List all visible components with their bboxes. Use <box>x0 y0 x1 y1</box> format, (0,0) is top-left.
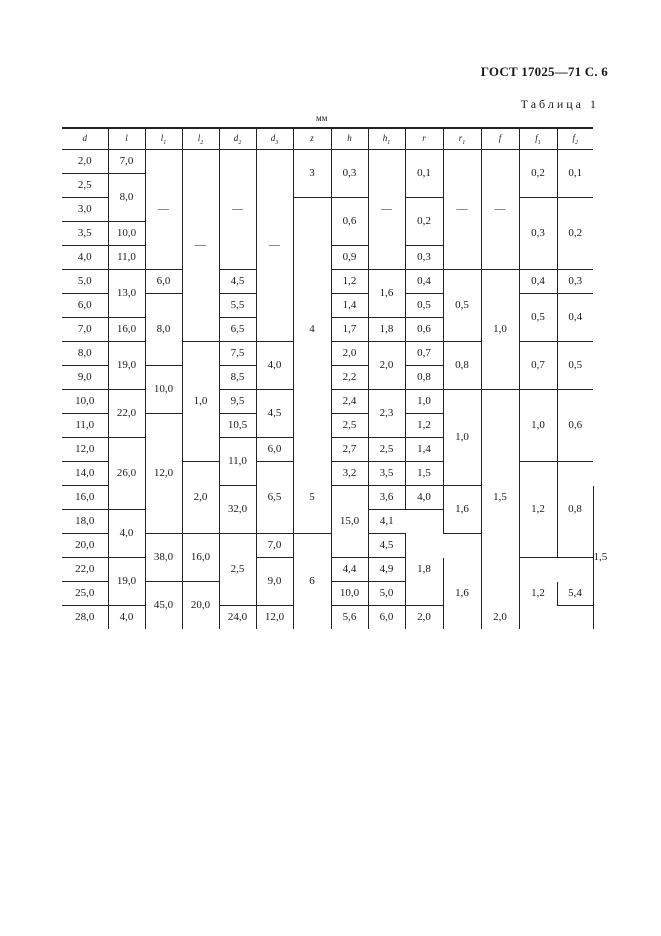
cell: 1,8 <box>405 534 443 606</box>
cell: — <box>481 150 519 270</box>
cell: 26,0 <box>108 438 145 510</box>
cell: 2,0 <box>62 150 108 174</box>
cell: 1,6 <box>368 270 405 318</box>
cell: 0,3 <box>519 198 557 270</box>
cell: 3,6 <box>368 486 405 510</box>
col-header: f <box>481 128 519 150</box>
col-header: $l_1$ <box>145 128 182 150</box>
col-header: $h_1$ <box>368 128 405 150</box>
cell: 0,7 <box>519 342 557 390</box>
cell: 3,5 <box>62 222 108 246</box>
cell: 2,0 <box>331 342 368 366</box>
col-header: $f_2$ <box>557 128 593 150</box>
cell: 0,6 <box>405 318 443 342</box>
col-header: h <box>331 128 368 150</box>
cell: 14,0 <box>62 462 108 486</box>
cell: 10,0 <box>331 582 368 606</box>
cell: — <box>219 150 256 270</box>
cell: 2,5 <box>219 534 256 606</box>
cell: 6,0 <box>145 270 182 294</box>
cell: 15,0 <box>331 486 368 558</box>
cell: 16,0 <box>62 486 108 510</box>
cell: 0,4 <box>405 270 443 294</box>
cell: 16,0 <box>108 318 145 342</box>
cell: 1,2 <box>331 270 368 294</box>
cell: 8,0 <box>145 294 182 366</box>
cell: 8,0 <box>108 174 145 222</box>
page-header: ГОСТ 17025—71 С. 6 <box>480 64 608 79</box>
cell: 0,1 <box>405 150 443 198</box>
cell: 0,8 <box>443 342 481 390</box>
cell: 1,4 <box>331 294 368 318</box>
cell: 1,7 <box>331 318 368 342</box>
cell: 4,0 <box>256 342 293 390</box>
cell: 16,0 <box>182 534 219 582</box>
table-row <box>62 558 599 582</box>
cell: 1,2 <box>405 414 443 438</box>
cell: 0,5 <box>405 294 443 318</box>
cell: 0,8 <box>557 462 593 558</box>
table-row <box>62 606 599 630</box>
cell: 6 <box>293 534 331 630</box>
cell: 10,0 <box>108 222 145 246</box>
cell: 1,5 <box>593 486 599 630</box>
cell: 1,0 <box>405 390 443 414</box>
cell: 10,0 <box>145 366 182 414</box>
cell: 6,0 <box>256 438 293 462</box>
table-row <box>62 390 599 414</box>
cell: 2,4 <box>331 390 368 414</box>
cell: 4,0 <box>108 606 145 630</box>
cell: 2,3 <box>368 390 405 438</box>
cell: 1,4 <box>405 438 443 462</box>
table-row <box>62 270 599 294</box>
cell: 0,5 <box>443 270 481 342</box>
cell: — <box>145 150 182 270</box>
cell: 12,0 <box>145 414 182 534</box>
cell: 4,5 <box>256 390 293 438</box>
cell: 11,0 <box>108 246 145 270</box>
col-header: $l_2$ <box>182 128 219 150</box>
dimensions-table <box>62 127 608 629</box>
table-row <box>62 150 599 174</box>
cell: 1,0 <box>481 270 519 390</box>
cell: 4,5 <box>219 270 256 294</box>
col-header: $f_1$ <box>519 128 557 150</box>
cell: 5,4 <box>557 582 593 606</box>
col-header: z <box>293 128 331 150</box>
cell: 1,8 <box>368 318 405 342</box>
cell: 19,0 <box>108 558 145 606</box>
cell: 0,2 <box>557 198 593 270</box>
cell: 32,0 <box>219 486 256 534</box>
cell: 9,5 <box>219 390 256 414</box>
cell: 28,0 <box>75 611 95 623</box>
header-row <box>62 128 599 150</box>
cell: 19,0 <box>108 342 145 390</box>
cell: 25,0 <box>62 582 108 606</box>
cell: 4,9 <box>368 558 405 582</box>
cell: 9,0 <box>62 366 108 390</box>
cell: 2,5 <box>331 414 368 438</box>
cell: 4,1 <box>368 510 405 534</box>
cell: 6,0 <box>62 294 108 318</box>
cell: 2,5 <box>62 174 108 198</box>
cell: 7,5 <box>219 342 256 366</box>
cell: 1,5 <box>481 390 519 606</box>
cell: 9,0 <box>256 558 293 606</box>
cell: 1,2 <box>519 558 557 630</box>
cell: 22,0 <box>62 558 108 582</box>
cell: 6,5 <box>256 462 293 534</box>
cell: 0,4 <box>557 294 593 342</box>
cell: 2,2 <box>331 366 368 390</box>
cell: 45,0 <box>145 582 182 630</box>
col-header: l <box>108 128 145 150</box>
cell: — <box>182 150 219 342</box>
cell: 0,7 <box>405 342 443 366</box>
cell: 2,0 <box>481 606 519 630</box>
cell: 1,6 <box>443 558 481 630</box>
table-title: Таблица 1 <box>520 97 599 111</box>
cell: 0,1 <box>557 150 593 198</box>
cell: 0,3 <box>557 270 593 294</box>
cell: 4 <box>293 198 331 462</box>
unit-label: мм <box>316 113 328 123</box>
col-header: d <box>62 128 108 150</box>
cell: — <box>368 150 405 270</box>
cell: 0,8 <box>405 366 443 390</box>
col-header: $d_3$ <box>256 128 293 150</box>
cell: 0,6 <box>557 390 593 462</box>
cell: 6,5 <box>219 318 256 342</box>
cell: 12,0 <box>62 438 108 462</box>
cell: 0,5 <box>519 294 557 342</box>
cell: 4,0 <box>108 510 145 558</box>
cell: 0,9 <box>331 246 368 270</box>
table-row <box>62 342 599 366</box>
cell: 1,2 <box>519 462 557 558</box>
cell: 22,0 <box>108 390 145 438</box>
cell: 12,0 <box>256 606 293 630</box>
cell: 2,0 <box>405 606 443 630</box>
cell: 2,0 <box>182 462 219 534</box>
cell: 3,5 <box>368 462 405 486</box>
cell: 1,0 <box>182 342 219 462</box>
cell: 3,2 <box>331 462 368 486</box>
cell: 5,5 <box>219 294 256 318</box>
cell: 18,0 <box>62 510 108 534</box>
cell: 4,4 <box>331 558 368 582</box>
cell: 8,0 <box>62 342 108 366</box>
cell: 5,0 <box>368 582 405 606</box>
cell: 24,0 <box>219 606 256 630</box>
cell: 2,0 <box>368 342 405 390</box>
cell: 4,0 <box>62 246 108 270</box>
cell: 0,2 <box>519 150 557 198</box>
cell: 4,5 <box>368 534 405 558</box>
col-header: $r_1$ <box>443 128 481 150</box>
cell: 1,6 <box>443 486 481 534</box>
cell: — <box>443 150 481 270</box>
cell: 5 <box>293 462 331 534</box>
cell: 13,0 <box>108 270 145 318</box>
cell: — <box>256 150 293 342</box>
cell: 6,0 <box>368 606 405 630</box>
cell: 7,0 <box>256 534 293 558</box>
cell: 0,3 <box>405 246 443 270</box>
cell: 5,6 <box>331 606 368 630</box>
cell: 20,0 <box>62 534 108 558</box>
cell: 38,0 <box>145 534 182 582</box>
cell: 4,0 <box>405 486 443 510</box>
cell: 2,5 <box>368 438 405 462</box>
cell: 0,2 <box>405 198 443 246</box>
cell: 1,5 <box>405 462 443 486</box>
cell: 3 <box>293 150 331 198</box>
cell: 10,5 <box>219 414 256 438</box>
cell: 10,0 <box>62 390 108 414</box>
cell: 1,0 <box>519 390 557 462</box>
cell: 0,5 <box>557 342 593 390</box>
cell: 2,7 <box>331 438 368 462</box>
cell: 7,0 <box>108 150 145 174</box>
cell: 0,6 <box>331 198 368 246</box>
cell: 0,4 <box>519 270 557 294</box>
cell: 5,0 <box>62 270 108 294</box>
col-header: $d_2$ <box>219 128 256 150</box>
cell: 3,0 <box>62 198 108 222</box>
cell: 8,5 <box>219 366 256 390</box>
cell: 7,0 <box>62 318 108 342</box>
col-header: r <box>405 128 443 150</box>
cell: 11,0 <box>62 414 108 438</box>
cell: 11,0 <box>219 438 256 486</box>
cell: 0,3 <box>331 150 368 198</box>
cell: 1,0 <box>443 390 481 486</box>
cell: 20,0 <box>182 582 219 630</box>
